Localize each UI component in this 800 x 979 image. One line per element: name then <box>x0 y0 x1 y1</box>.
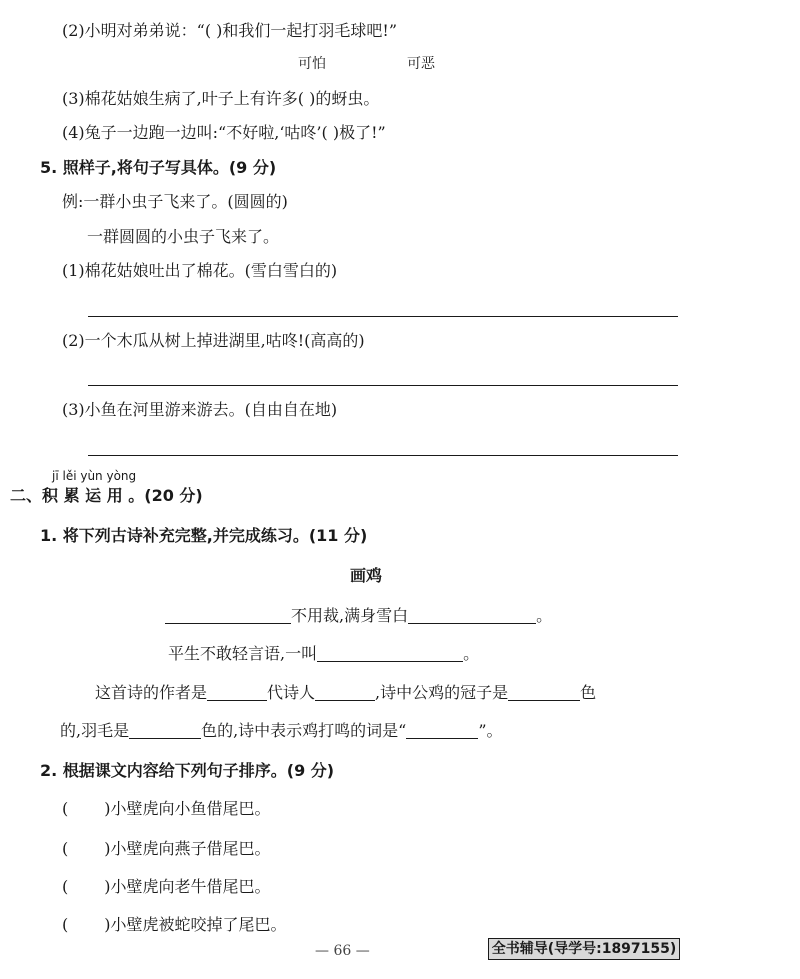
question-4-3: (3)棉花姑娘生病了,叶子上有许多( )的蚜虫。 <box>62 89 380 108</box>
poem-line-1-mid: 不用裁,满身雪白 <box>291 606 409 625</box>
answer-line-5-1[interactable] <box>88 316 678 317</box>
q-text-g: ”。 <box>478 721 503 740</box>
q-text-e: 的,羽毛是 <box>60 721 130 740</box>
blank-comb-color[interactable] <box>508 684 580 701</box>
order-paren-close: ) <box>104 799 111 818</box>
question-2-1-title: 1. 将下列古诗补充完整,并完成练习。(11 分) <box>40 526 368 545</box>
poem-title: 画鸡 <box>350 566 383 585</box>
order-item-text: 小壁虎向小鱼借尾巴。 <box>110 799 271 818</box>
question-2-2-title: 2. 根据课文内容给下列句子排序。(9 分) <box>40 761 335 780</box>
order-item-text: 小壁虎向燕子借尾巴。 <box>110 839 271 858</box>
poem-blank-3[interactable] <box>317 645 463 662</box>
order-paren-open[interactable]: ( <box>62 839 69 858</box>
page-number: — 66 — <box>315 943 370 959</box>
order-paren-open[interactable]: ( <box>62 799 69 818</box>
order-item-2 <box>62 838 271 860</box>
poem-question-line-2 <box>60 720 503 742</box>
blank-author-era[interactable] <box>207 684 267 701</box>
order-item-1 <box>62 798 271 820</box>
heading-pinyin: jī lěi yùn yòng <box>52 469 137 483</box>
q-text-d: 色 <box>580 683 597 702</box>
poem-line-1 <box>165 605 552 627</box>
question-5-title: 5. 照样子,将句子写具体。(9 分) <box>40 158 277 177</box>
order-paren-open[interactable]: ( <box>62 877 69 896</box>
q-text-c: ,诗中公鸡的冠子是 <box>375 683 509 702</box>
poem-line-1-end: 。 <box>536 606 553 625</box>
order-item-text: 小壁虎被蛇咬掉了尾巴。 <box>110 915 287 934</box>
poem-line-2-end: 。 <box>463 644 480 663</box>
blank-feather-color[interactable] <box>129 722 201 739</box>
poem-line-2-start: 平生不敢轻言语,一叫 <box>168 644 318 663</box>
order-paren-close: ) <box>104 915 111 934</box>
order-paren-close: ) <box>104 839 111 858</box>
brand-badge: 全书辅导(导学号:1897155) <box>488 938 680 960</box>
q-text-a: 这首诗的作者是 <box>95 683 208 702</box>
order-paren-open[interactable]: ( <box>62 915 69 934</box>
blank-author[interactable] <box>315 684 375 701</box>
poem-question-line-1 <box>95 682 596 704</box>
order-item-text: 小壁虎向老牛借尾巴。 <box>110 877 271 896</box>
answer-line-5-2[interactable] <box>88 385 678 386</box>
question-4-2: (2)小明对弟弟说：“( )和我们一起打羽毛球吧!” <box>62 21 398 40</box>
order-item-4 <box>62 914 287 936</box>
example-label: 例:一群小虫子飞来了。(圆圆的) <box>62 192 288 211</box>
q-text-f: 色的,诗中表示鸡打鸣的词是“ <box>201 721 407 740</box>
order-item-3 <box>62 876 271 898</box>
question-5-2: (2)一个木瓜从树上掉进湖里,咕咚!(高高的) <box>62 331 365 350</box>
order-paren-close: ) <box>104 877 111 896</box>
example-answer: 一群圆圆的小虫子飞来了。 <box>87 227 280 246</box>
poem-line-2 <box>168 643 479 665</box>
answer-line-5-3[interactable] <box>88 455 678 456</box>
section-2-heading: 二、积 累 运 用 。(20 分) <box>10 486 203 505</box>
question-5-3: (3)小鱼在河里游来游去。(自由自在地) <box>62 400 338 419</box>
poem-blank-2[interactable] <box>408 607 536 624</box>
poem-blank-1[interactable] <box>165 607 291 624</box>
option-kepa: 可怕 <box>298 56 326 72</box>
question-5-1: (1)棉花姑娘吐出了棉花。(雪白雪白的) <box>62 261 338 280</box>
question-4-4: (4)兔子一边跑一边叫:“不好啦,‘咕咚’( )极了!” <box>62 123 386 142</box>
blank-crow-word[interactable] <box>406 722 478 739</box>
option-kewu: 可恶 <box>407 56 435 72</box>
q-text-b: 代诗人 <box>267 683 316 702</box>
